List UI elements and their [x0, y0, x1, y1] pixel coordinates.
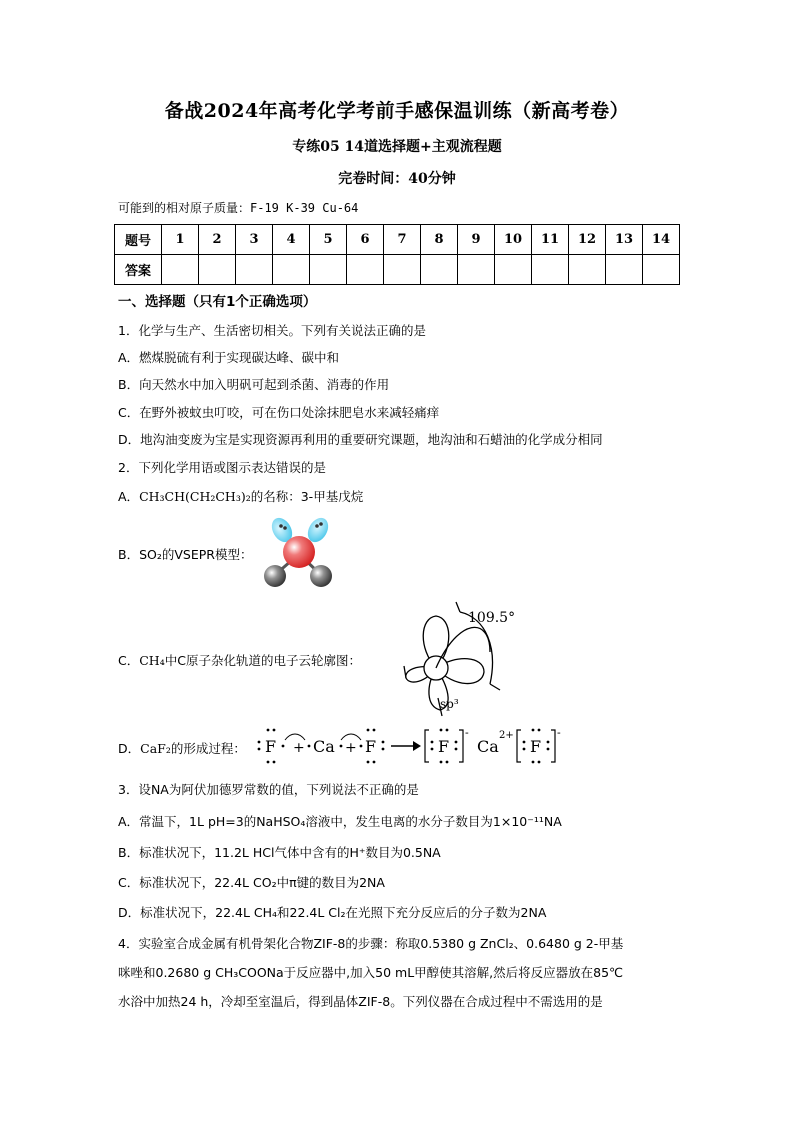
q3-option-b: B．标准状况下，11.2L HCl气体中含有的H⁺数目为0.5NA — [118, 845, 441, 860]
q1-option-a: A．燃煤脱硫有利于实现碳达峰、碳中和 — [118, 350, 340, 365]
calcium-ion: Ca — [477, 737, 499, 756]
answer-cell[interactable] — [532, 255, 569, 285]
q3-option-c: C．标准状况下，22.4L CO₂中π键的数目为2NA — [118, 875, 385, 890]
q3-stem: 3．设NA为阿伏加德罗常数的值，下列说法不正确的是 — [118, 782, 419, 797]
ion-charge: 2+ — [499, 730, 514, 741]
exam-time: 完卷时间：40分钟 — [338, 171, 456, 187]
q4-line-3: 水浴中加热24 h，冷却至室温后，得到晶体ZIF-8。下列仪器在合成过程中不需选用的是 — [118, 994, 603, 1009]
answer-cell[interactable] — [310, 255, 347, 285]
q2-option-c — [118, 651, 361, 669]
section-heading: 一、选择题（只有1个正确选项） — [118, 294, 317, 310]
sp3-label: sp³ — [440, 697, 459, 711]
question-number: 14 — [643, 225, 680, 255]
q1-option-c: C．在野外被蚊虫叮咬，可在伤口处涂抹肥皂水来减轻痛痒 — [118, 405, 440, 420]
q2-stem: 2．下列化学用语或图示表达错误的是 — [118, 460, 326, 475]
q2-a-suffix: 的名称：3-甲基戊烷 — [250, 489, 364, 504]
q1-option-b: B．向天然水中加入明矾可起到杀菌、消毒的作用 — [118, 377, 390, 392]
q2-option-d — [118, 739, 246, 757]
question-number: 13 — [606, 225, 643, 255]
question-number: 5 — [310, 225, 347, 255]
answer-cell[interactable] — [162, 255, 199, 285]
answer-cell[interactable] — [384, 255, 421, 285]
plus-sign: + — [293, 740, 305, 756]
page-subtitle: 专练05 14道选择题+主观流程题 — [292, 139, 502, 155]
answer-cell[interactable] — [421, 255, 458, 285]
so2-vsepr-model — [262, 512, 342, 592]
sp3-orbital-diagram — [398, 598, 538, 718]
answer-table-answer-row — [115, 255, 680, 285]
oxygen-atom — [264, 565, 286, 587]
q2-d-suffix: 的形成过程： — [170, 741, 246, 756]
answer-table — [114, 224, 680, 285]
q2-c-prefix: C． — [118, 653, 140, 668]
negative-charge: - — [557, 726, 561, 739]
negative-charge: - — [465, 726, 469, 739]
answer-cell[interactable] — [273, 255, 310, 285]
question-number: 7 — [384, 225, 421, 255]
answer-label: 答案 — [115, 255, 162, 285]
question-number: 3 — [236, 225, 273, 255]
question-number: 2 — [199, 225, 236, 255]
answer-cell[interactable] — [569, 255, 606, 285]
page-title: 备战2024年高考化学考前手感保温训练（新高考卷） — [164, 100, 630, 122]
sulfur-atom — [283, 536, 315, 568]
question-number: 1 — [162, 225, 199, 255]
q2-option-b: B．SO₂的VSEPR模型： — [118, 547, 253, 562]
answer-cell[interactable] — [458, 255, 495, 285]
bond-angle-label: 109.5° — [468, 610, 516, 626]
question-number: 4 — [273, 225, 310, 255]
fluoride-ion: F — [530, 737, 542, 756]
atomic-mass-note: 可能到的相对原子质量：F-19 K-39 Cu-64 — [118, 201, 359, 215]
q2-a-formula: CH₃CH(CH₂CH₃)₂ — [139, 489, 251, 504]
answer-cell[interactable] — [643, 255, 680, 285]
q2-c-formula: CH₄ — [139, 653, 165, 668]
answer-table-header-row — [115, 225, 680, 255]
answer-cell[interactable] — [606, 255, 643, 285]
fluoride-ion: F — [438, 737, 450, 756]
fluorine-atom: F — [365, 737, 377, 756]
plus-sign: + — [345, 740, 357, 756]
question-number-label: 题号 — [115, 225, 162, 255]
q2-option-a — [118, 487, 363, 505]
oxygen-atom — [310, 565, 332, 587]
question-number: 8 — [421, 225, 458, 255]
q2-a-prefix: A． — [118, 489, 140, 504]
q2-c-suffix: 中C原子杂化轨道的电子云轮廓图： — [164, 653, 361, 668]
q4-line-1: 4．实验室合成金属有机骨架化合物ZIF-8的步骤：称取0.5380 g ZnCl₂、0.6480 g 2-甲基 — [118, 936, 624, 951]
q2-d-formula: CaF₂ — [140, 741, 171, 756]
answer-cell[interactable] — [236, 255, 273, 285]
fluorine-atom: F — [265, 737, 277, 756]
q3-option-d: D．标准状况下，22.4L CH₄和22.4L Cl₂在光照下充分反应后的分子数为2NA — [118, 905, 547, 920]
answer-cell[interactable] — [495, 255, 532, 285]
question-number: 10 — [495, 225, 532, 255]
answer-cell[interactable] — [199, 255, 236, 285]
question-number: 9 — [458, 225, 495, 255]
question-number: 6 — [347, 225, 384, 255]
q1-option-d: D．地沟油变废为宝是实现资源再利用的重要研究课题，地沟油和石蜡油的化学成分相同 — [118, 432, 603, 447]
question-number: 12 — [569, 225, 606, 255]
caf2-formation-diagram — [255, 722, 575, 768]
question-number: 11 — [532, 225, 569, 255]
q1-stem: 1．化学与生产、生活密切相关。下列有关说法正确的是 — [118, 323, 426, 338]
q3-option-a: A．常温下，1L pH=3的NaHSO₄溶液中，发生电离的水分子数目为1×10⁻¹¹NA — [118, 814, 562, 829]
answer-cell[interactable] — [347, 255, 384, 285]
q2-d-prefix: D． — [118, 741, 141, 756]
q4-line-2: 咪唑和0.2680 g CH₃COONa于反应器中,加入50 mL甲醇使其溶解,然后将反应器放在85℃ — [118, 965, 624, 980]
calcium-atom: Ca — [313, 737, 335, 756]
